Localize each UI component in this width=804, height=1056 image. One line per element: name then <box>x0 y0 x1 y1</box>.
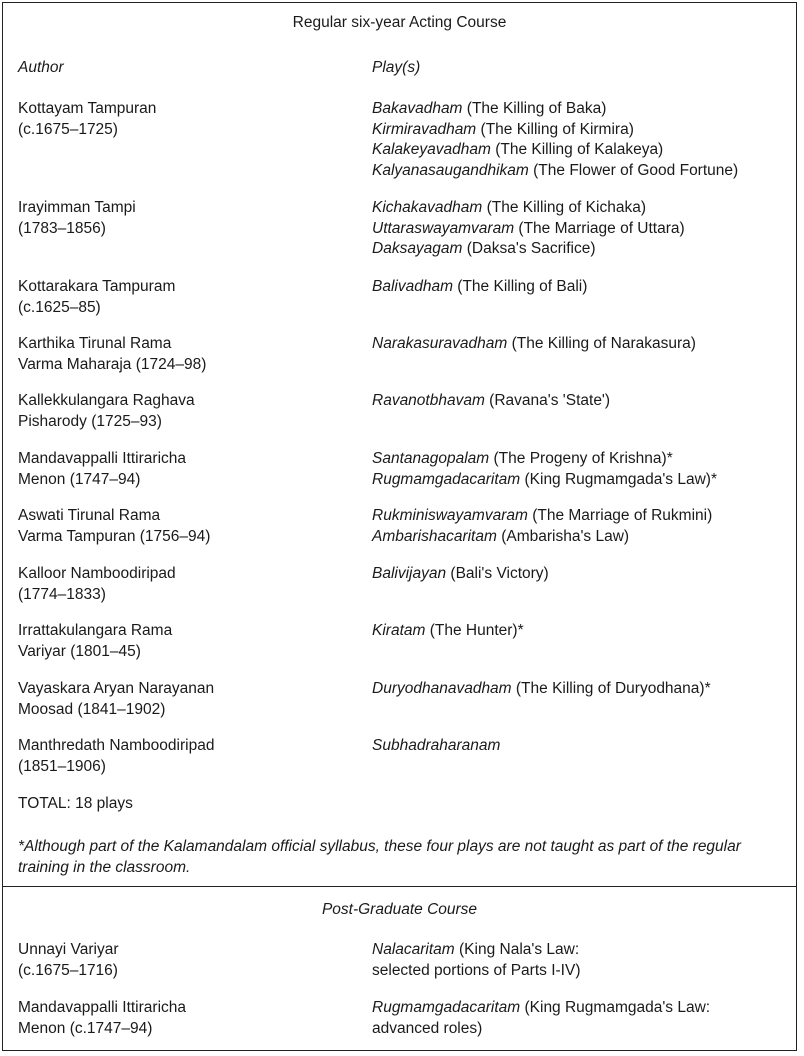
plays-cell <box>372 506 712 547</box>
plays-cell <box>372 277 587 298</box>
play-title: Balivadham <box>372 278 453 295</box>
play-entry <box>372 99 738 120</box>
play-translation: (Bali's Victory) <box>446 565 549 582</box>
author-dates: (c.1625–85) <box>18 298 101 316</box>
author-name: Kalloor Namboodiripad <box>18 565 176 582</box>
author-name: Kottayam Tampuran <box>18 100 157 117</box>
play-translation: (The Hunter)* <box>425 622 524 639</box>
section-divider <box>3 886 796 887</box>
play-title: Kirmiravadham <box>372 120 477 138</box>
play-translation: (Ravana's 'State') <box>484 392 611 409</box>
play-translation: (The Killing of Kichaka) <box>482 199 646 216</box>
play-translation: (The Marriage of Rukmini) <box>527 507 713 524</box>
play-translation: (The Flower of Good Fortune) <box>528 161 739 179</box>
plays-cell <box>372 99 738 181</box>
author-name: Vayaskara Aryan Narayanan <box>18 680 215 697</box>
plays-cell <box>372 940 580 981</box>
play-entry <box>372 140 738 161</box>
play-entry <box>372 940 580 961</box>
author-name: Karthika Tirunal Rama <box>18 335 172 352</box>
play-translation: (The Killing of Kalakeya) <box>490 141 664 158</box>
play-title: Nalacaritam <box>372 941 455 958</box>
author-cell <box>18 449 186 490</box>
play-translation: (The Killing of Kirmira) <box>476 120 634 138</box>
play-title: Subhadraharanam <box>372 737 501 754</box>
play-entry <box>372 198 685 219</box>
regular-course-caption: Regular six-year Acting Course <box>292 14 507 31</box>
author-dates: (1851–1906) <box>18 757 106 775</box>
author-cell <box>18 277 175 318</box>
play-title: Bakavadham <box>372 100 463 117</box>
plays-cell <box>372 449 717 490</box>
author-name: Manthredath Namboodiripad <box>18 737 215 754</box>
author-name: Aswati Tirunal Rama <box>18 507 161 524</box>
author-dates: Menon (c.1747–94) <box>18 1019 153 1037</box>
author-cell <box>18 998 186 1039</box>
postgrad-course-caption: Post-Graduate Course <box>321 901 478 918</box>
author-dates: (c.1675–1725) <box>18 120 118 138</box>
author-cell <box>18 564 176 605</box>
author-dates: Varma Maharaja (1724–98) <box>18 355 207 373</box>
author-dates: Moosad (1841–1902) <box>18 700 166 718</box>
play-translation: (The Progeny of Krishna)* <box>489 450 673 467</box>
play-entry <box>372 219 685 240</box>
plays-cell <box>372 998 710 1039</box>
author-name: Irayimman Tampi <box>18 199 136 216</box>
play-translation: (King Rugmamgada's Law)* <box>520 470 717 488</box>
plays-cell <box>372 621 524 642</box>
plays-column-header: Play(s) <box>372 59 421 76</box>
author-dates: Pisharody (1725–93) <box>18 412 162 430</box>
author-cell <box>18 940 119 981</box>
author-dates: (1783–1856) <box>18 219 106 237</box>
author-cell <box>18 736 214 777</box>
author-dates: (1774–1833) <box>18 585 106 603</box>
author-dates: Varma Tampuran (1756–94) <box>18 527 211 545</box>
author-cell <box>18 506 210 547</box>
play-title: Kalakeyavadham <box>372 141 491 158</box>
play-entry <box>372 621 524 642</box>
author-name: Unnayi Variyar <box>18 941 119 958</box>
plays-cell <box>372 198 685 260</box>
play-translation: (The Killing of Bali) <box>453 278 588 295</box>
play-entry <box>372 391 610 412</box>
play-translation: advanced roles) <box>372 1019 483 1037</box>
play-entry <box>372 998 710 1019</box>
play-translation: (The Marriage of Uttara) <box>514 219 685 237</box>
author-dates: Menon (1747–94) <box>18 470 141 488</box>
author-name: Kallekkulangara Raghava <box>18 392 195 409</box>
play-entry <box>372 961 580 982</box>
plays-cell <box>372 736 500 757</box>
play-entry <box>372 334 696 355</box>
author-cell <box>18 99 156 140</box>
play-title: Narakasuravadham <box>372 335 508 352</box>
play-entry <box>372 277 587 298</box>
play-translation: (King Rugmamgada's Law: <box>520 999 711 1016</box>
play-entry <box>372 449 717 470</box>
play-entry <box>372 527 712 548</box>
play-entry <box>372 736 500 757</box>
play-title: Santanagopalam <box>372 450 490 467</box>
play-translation: (Ambarisha's Law) <box>496 527 630 545</box>
play-title: Kalyanasaugandhikam <box>372 161 529 179</box>
author-cell <box>18 198 136 239</box>
play-translation: selected portions of Parts I-IV) <box>372 961 581 979</box>
plays-cell <box>372 391 610 412</box>
play-title: Ambarishacaritam <box>372 527 497 545</box>
play-entry <box>372 564 549 585</box>
play-title: Duryodhanavadham <box>372 680 512 697</box>
author-name: Irrattakulangara Rama <box>18 622 173 639</box>
play-title: Balivijayan <box>372 565 447 582</box>
plays-cell <box>372 564 549 585</box>
author-dates: Variyar (1801–45) <box>18 642 141 660</box>
play-title: Uttaraswayamvaram <box>372 219 515 237</box>
author-dates: (c.1675–1716) <box>18 961 118 979</box>
play-translation: (The Killing of Duryodhana)* <box>511 680 711 697</box>
play-entry <box>372 506 712 527</box>
author-cell <box>18 679 214 720</box>
play-entry <box>372 1019 710 1040</box>
play-entry <box>372 679 711 700</box>
author-cell <box>18 621 172 662</box>
play-entry <box>372 161 738 182</box>
play-title: Kiratam <box>372 622 426 639</box>
play-entry <box>372 470 717 491</box>
play-entry <box>372 120 738 141</box>
author-name: Mandavappalli Ittiraricha <box>18 450 187 467</box>
plays-cell <box>372 679 711 700</box>
syllabus-table <box>2 2 797 1051</box>
play-title: Daksayagam <box>372 240 463 257</box>
play-translation: (King Nala's Law: <box>454 941 580 958</box>
author-name: Mandavappalli Ittiraricha <box>18 999 187 1016</box>
play-translation: (The Killing of Narakasura) <box>507 335 696 352</box>
play-title: Ravanotbhavam <box>372 392 485 409</box>
play-title: Kichakavadham <box>372 199 483 216</box>
play-entry <box>372 239 685 260</box>
play-title: Rukminiswayamvaram <box>372 507 528 524</box>
syllabus-footnote: *Although part of the Kalamandalam official syllabus, these four plays are not taught as part of the regular training in the classroom. <box>18 838 741 876</box>
play-title: Rugmamgadacaritam <box>372 470 521 488</box>
author-cell <box>18 391 195 432</box>
plays-cell <box>372 334 696 355</box>
author-name: Kottarakara Tampuram <box>18 278 176 295</box>
play-translation: (The Killing of Baka) <box>462 100 607 117</box>
play-translation: (Daksa's Sacrifice) <box>462 240 596 257</box>
play-title: Rugmamgadacaritam <box>372 999 521 1016</box>
author-cell <box>18 334 206 375</box>
author-column-header: Author <box>18 59 64 76</box>
total-plays: TOTAL: 18 plays <box>18 795 133 812</box>
